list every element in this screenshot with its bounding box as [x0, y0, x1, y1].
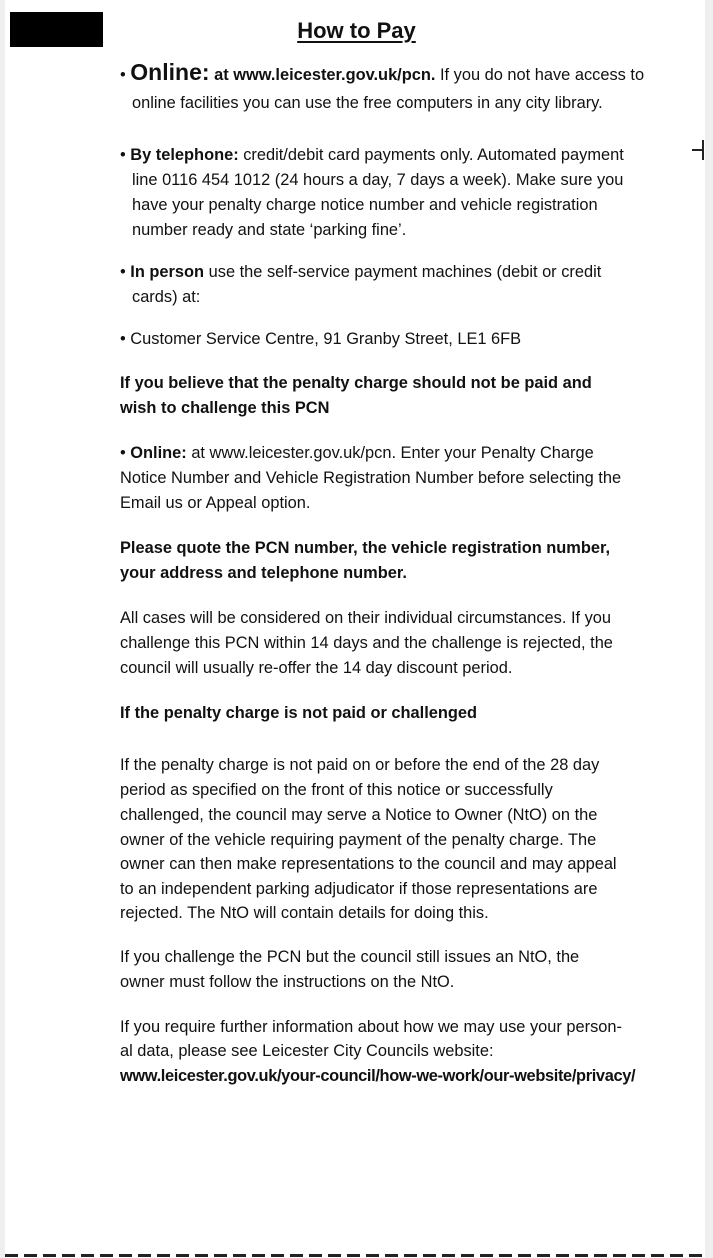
quote-instruction: Please quote the PCN number, the vehicle registration number,	[120, 539, 611, 557]
nto-paragraph: If you challenge the PCN but the council still issues an NtO, the	[120, 948, 580, 966]
challenge-online-label: Online:	[130, 444, 187, 462]
not-paid-paragraph: If the penalty charge is not paid on or before the end of the 28 day	[120, 756, 600, 774]
online-line-2: online facilities you can use the free computers in any city library.	[132, 94, 603, 112]
challenge-heading: If you believe that the penalty charge should not be paid and	[120, 374, 592, 392]
telephone-text: credit/debit card payments only. Automated payment	[238, 146, 624, 164]
telephone-line: have your penalty charge notice number and vehicle registration	[132, 196, 598, 214]
customer-service-centre: • Customer Service Centre, 91 Granby Street, LE1 6FB	[120, 330, 522, 348]
tear-off-dashed-line	[5, 1254, 705, 1257]
cases-paragraph: council will usually re-offer the 14 day discount period.	[120, 659, 513, 677]
telephone-line: number ready and state ‘parking fine’.	[132, 221, 407, 239]
not-paid-paragraph: rejected. The NtO will contain details for doing this.	[120, 904, 489, 922]
not-paid-paragraph: to an independent parking adjudicator if those representations are	[120, 880, 598, 898]
not-paid-paragraph: owner of the vehicle requiring payment of the penalty charge. The	[120, 831, 597, 849]
cases-paragraph: challenge this PCN within 14 days and the challenge is rejected, the	[120, 634, 613, 652]
in-person-line-2: cards) at:	[132, 288, 201, 306]
online-url[interactable]: at www.leicester.gov.uk/pcn.	[209, 66, 436, 84]
challenge-online-text: at www.leicester.gov.uk/pcn. Enter your Penalty Charge	[186, 444, 594, 462]
nto-paragraph: owner must follow the instructions on the NtO.	[120, 973, 455, 991]
online-text: If you do not have access to	[435, 66, 645, 84]
quote-instruction: your address and telephone number.	[120, 564, 407, 582]
privacy-paragraph: al data, please see Leicester City Councils website:	[120, 1042, 494, 1060]
online-label: Online:	[130, 59, 210, 85]
not-paid-paragraph: challenged, the council may serve a Notice to Owner (NtO) on the	[120, 806, 598, 824]
online-payment-line: • Online: at www.leicester.gov.uk/pcn. If you do not have access to	[120, 59, 645, 85]
not-paid-heading: If the penalty charge is not paid or challenged	[120, 704, 478, 722]
challenge-online-line: Email us or Appeal option.	[120, 494, 311, 512]
margin-mark-icon	[690, 140, 706, 160]
privacy-link[interactable]: www.leicester.gov.uk/your-council/how-we-work/our-website/privacy/	[120, 1067, 636, 1085]
in-person-line-1: • In person use the self-service payment machines (debit or credit	[120, 263, 602, 281]
page-title: How to Pay	[297, 18, 416, 43]
telephone-line-1: • By telephone: credit/debit card payments only. Automated payment	[120, 146, 624, 164]
cases-paragraph: All cases will be considered on their individual circumstances. If you	[120, 609, 612, 627]
challenge-online-line-1: • Online: at www.leicester.gov.uk/pcn. Enter your Penalty Charge	[120, 444, 594, 462]
challenge-heading: wish to challenge this PCN	[120, 399, 330, 417]
telephone-line: line 0116 454 1012 (24 hours a day, 7 days a week). Make sure you	[132, 171, 624, 189]
in-person-label: In person	[130, 263, 205, 281]
not-paid-paragraph: owner can then make representations to the council and may appeal	[120, 855, 617, 873]
telephone-label: By telephone:	[130, 146, 239, 164]
in-person-text: use the self-service payment machines (debit or credit	[204, 263, 602, 281]
not-paid-paragraph: period as specified on the front of this notice or successfully	[120, 781, 553, 799]
privacy-paragraph: If you require further information about how we may use your person-	[120, 1018, 622, 1036]
challenge-online-line: Notice Number and Vehicle Registration Number before selecting the	[120, 469, 622, 487]
